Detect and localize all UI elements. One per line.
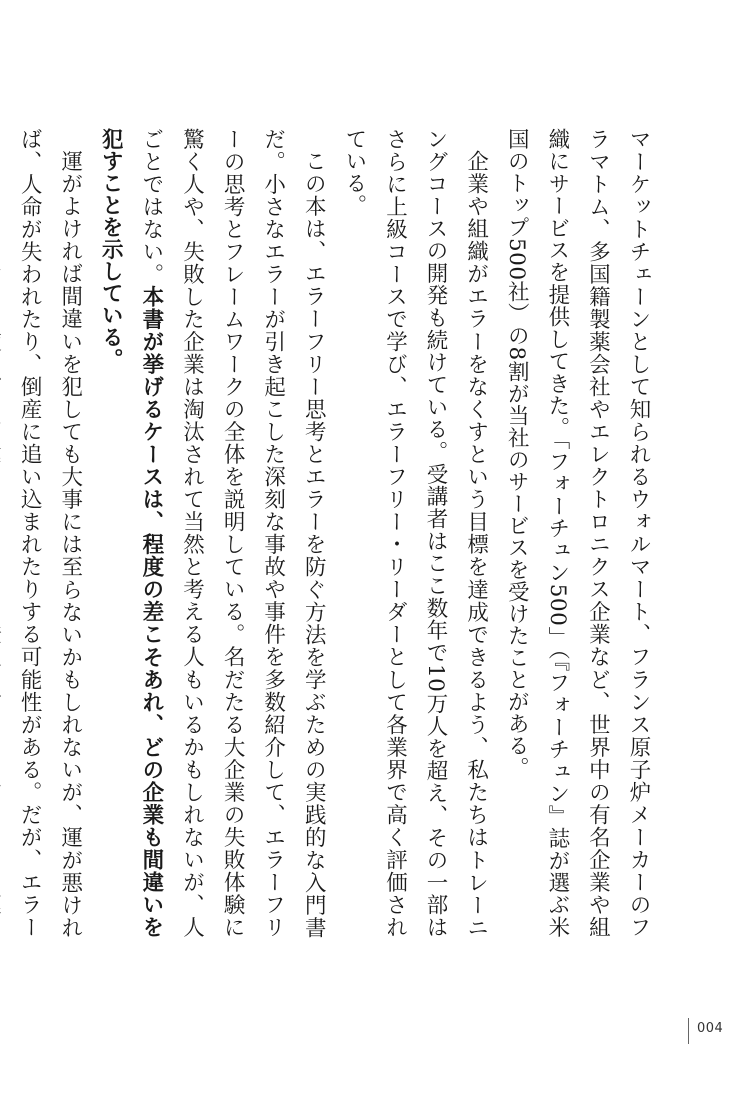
body-text [17, 128, 658, 939]
paragraph-text: マーケットチェーンとして知られるウォルマート、フランス原子炉メーカーのフラマトム、多国籍製薬会社やエレクトロニクス企業など、世界中の有名企業や組織にサービスを提供してきた。「フォーチュン500」（『フォーチュン』誌が選ぶ米国のトップ500社）の8割が当社のサービスを受けたことがある。 [504, 128, 651, 938]
paragraph-text: 運がよければ間違いを犯しても大事には至らないかもしれないが、運が悪ければ、人命が失われたり、倒産に追い込まれたりする可能性がある。だが、エラー [17, 128, 83, 938]
paragraph-text: 企業や組織がエラーをなくすという目標を達成できるよう、私たちはトレーニングコースの開発も続けている。受講者はここ数年で10万人を超え、その一部はさらに上級コースで学び、エラーフリー・リーダーとして各業界で高く評価されている。 [341, 128, 489, 938]
paragraph-text: この本は、エラーフリー思考とエラーを防ぐ方法を学ぶための実践的な入門書だ。小さなエラーが引き起こした深刻な事故や事件を多数紹介して、エラーフリーの思考とフレームワークの全体を説明している。名だたる大企業の失敗体験に驚く人や、失敗した企業は淘汰されて当然と考える人もいるかもしれないが、人ごとではない。 [138, 128, 327, 939]
paragraph [496, 128, 658, 938]
paragraph [90, 128, 334, 938]
emphasis-text: 本書が挙げるケースは、程度の差こそあれ、どの企業も間違いを犯すことを示している。 [98, 128, 164, 939]
page-number-divider [688, 1018, 689, 1044]
paragraph [0, 128, 90, 938]
page-number: 004 [697, 1021, 724, 1036]
paragraph [333, 128, 495, 938]
